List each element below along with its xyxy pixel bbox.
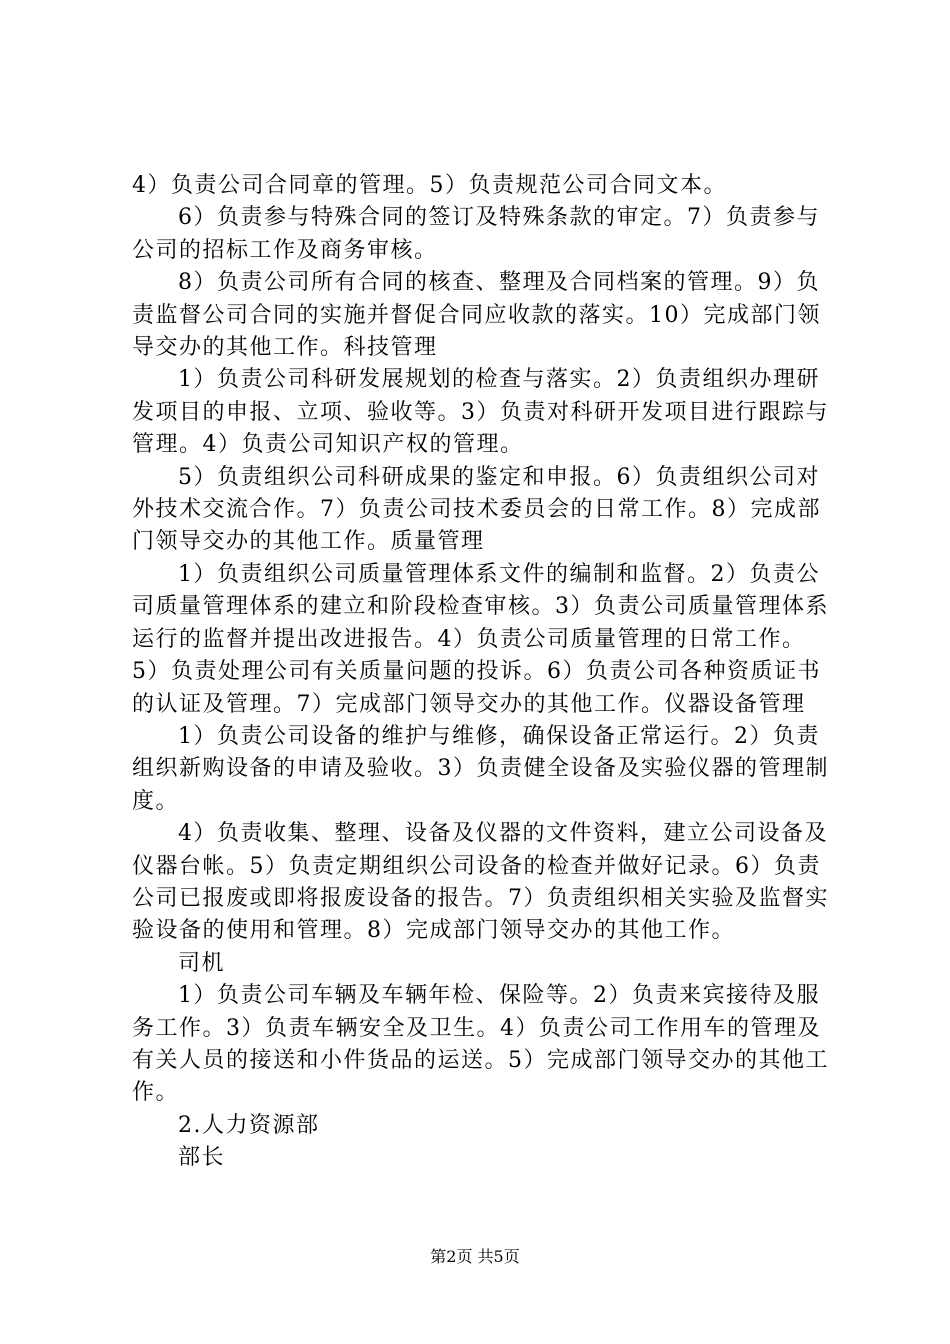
paragraph-equipment-records: 4）负责收集、整理、设备及仪器的文件资料，建立公司设备及仪器台帐。5）负责定期组织公司设备的检查并做好记录。6）负责公司已报废或即将报废设备的报告。7）负责组织相关实验及监督实验设备的使用和管理。8）完成部门领导交办的其他工作。 — [132, 821, 829, 944]
paragraph-contract-seal: 4）负责公司合同章的管理。5）负责规范公司合同文本。 — [132, 173, 727, 198]
page-number-footer: 第2页 共5页 — [430, 1247, 520, 1266]
paragraph-quality-management: 1）负责组织公司质量管理体系文件的编制和监督。2）负责公司质量管理体系的建立和阶段检查审核。3）负责公司质量管理体系运行的监督并提出改进报告。4）负责公司质量管理的日常工作。5）负责处理公司有关质量问题的投诉。6）负责公司各种资质证书的认证及管理。7）完成部门领导交办的其他工作。仪器设备管理 — [132, 561, 829, 717]
heading-department-head: 部长 — [178, 1145, 226, 1171]
paragraph-special-contracts: 6）负责参与特殊合同的签订及特殊条款的审定。7）负责参与公司的招标工作及商务审核。 — [132, 205, 820, 263]
heading-hr-department: 2.人力资源部 — [178, 1112, 320, 1138]
paragraph-contract-archive: 8）负责公司所有合同的核查、整理及合同档案的管理。9）负责监督公司合同的实施并督促合同应收款的落实。10）完成部门领导交办的其他工作。科技管理 — [132, 270, 821, 361]
paragraph-research-results: 5）负责组织公司科研成果的鉴定和申报。6）负责组织公司对外技术交流合作。7）负责公司技术委员会的日常工作。8）完成部门领导交办的其他工作。质量管理 — [132, 464, 821, 555]
paragraph-research-planning: 1）负责公司科研发展规划的检查与落实。2）负责组织办理研发项目的申报、立项、验收等。3）负责对科研开发项目进行跟踪与管理。4）负责公司知识产权的管理。 — [132, 367, 829, 458]
paragraph-driver-duties: 1）负责公司车辆及车辆年检、保险等。2）负责来宾接待及服务工作。3）负责车辆安全及卫生。4）负责公司工作用车的管理及有关人员的接送和小件货品的运送。5）完成部门领导交办的其他工作。 — [132, 983, 829, 1106]
paragraph-equipment-maintenance: 1）负责公司设备的维护与维修，确保设备正常运行。2）负责组织新购设备的申请及验收。3）负责健全设备及实验仪器的管理制度。 — [132, 723, 829, 814]
heading-driver: 司机 — [178, 950, 226, 976]
document-body — [132, 170, 832, 1175]
